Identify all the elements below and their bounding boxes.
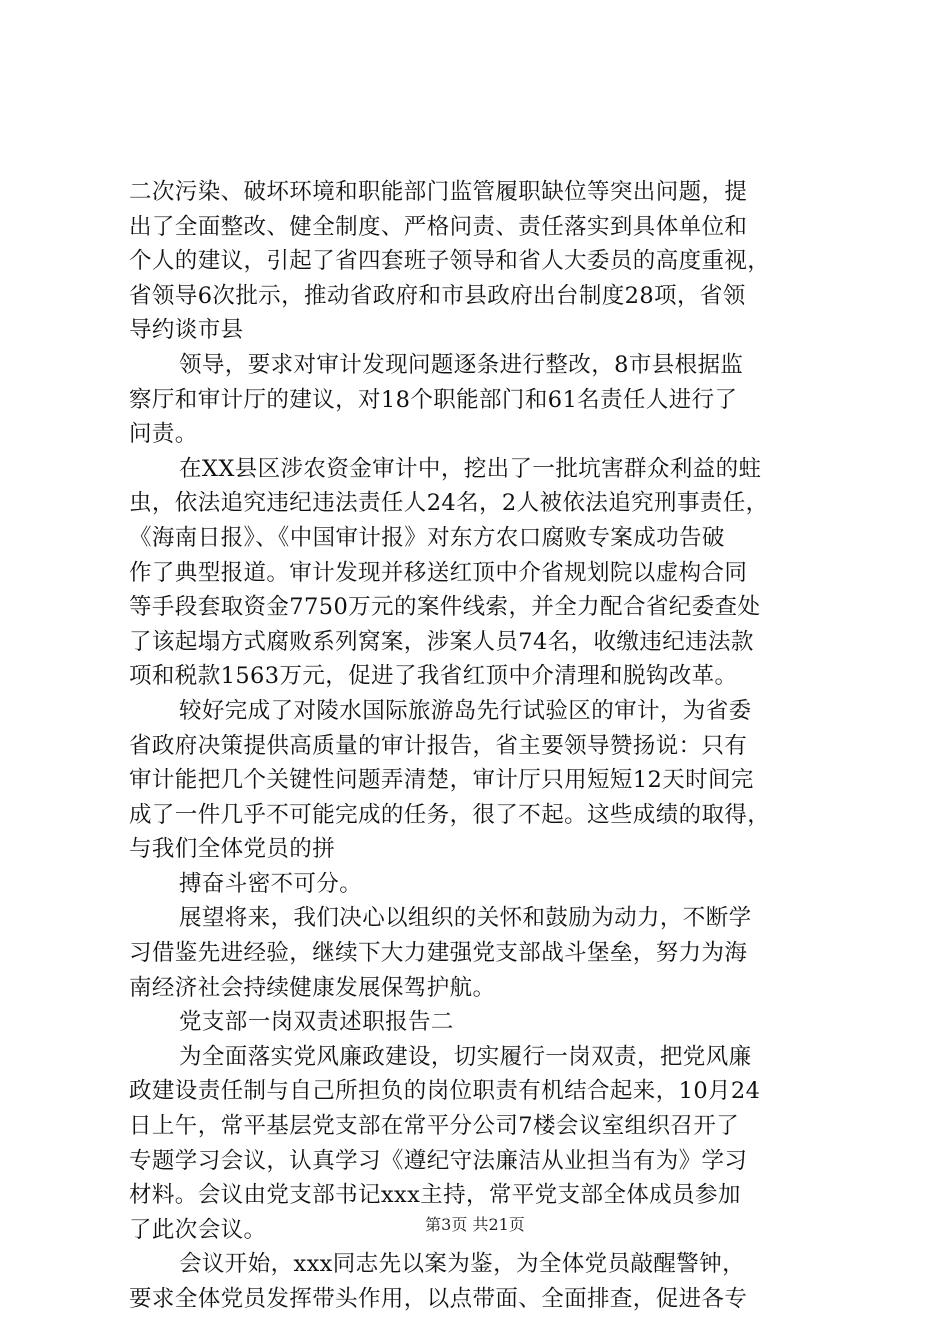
text-line: 察厅和审计厅的建议，对18个职能部门和61名责任人进行了 bbox=[129, 386, 738, 413]
text-line: 政建设责任制与自己所担负的岗位职责有机结合起来，10月24 bbox=[129, 1078, 761, 1105]
text-line: 领导，要求对审计发现问题逐条进行整改，8市县根据监 bbox=[179, 351, 744, 378]
text-line: 在XX县区涉农资金审计中，挖出了一批坑害群众利益的蛀 bbox=[179, 455, 762, 482]
text-line: 作了典型报道。审计发现并移送红顶中介省规划院以虚构合同 bbox=[129, 559, 748, 586]
text-line: 审计能把几个关键性问题弄清楚，审计厅只用短短12天时间完 bbox=[129, 767, 754, 794]
text-line: 虫，依法追究违纪违法责任人24名，2人被依法追究刑事责任， bbox=[129, 490, 769, 517]
text-line: 材料。会议由党支部书记xxx主持，常平党支部全体成员参加 bbox=[129, 1182, 741, 1209]
document-body bbox=[129, 175, 829, 1317]
text-line: 省政府决策提供高质量的审计报告，省主要领导赞扬说：只有 bbox=[129, 732, 748, 759]
text-line: 南经济社会持续健康发展保驾护航。 bbox=[129, 974, 496, 1001]
text-line: 导约谈市县 bbox=[129, 317, 244, 344]
text-line: 《海南日报》、《中国审计报》对东方农口腐败专案成功告破 bbox=[129, 524, 725, 551]
text-line: 专题学习会议，认真学习《遵纪守法廉洁从业担当有为》学习 bbox=[129, 1147, 748, 1174]
text-line: 日上午，常平基层党支部在常平分公司7楼会议室组织召开了 bbox=[129, 1113, 740, 1140]
text-line: 要求全体党员发挥带头作用，以点带面、全面排查，促进各专 bbox=[129, 1286, 748, 1312]
text-line: 出了全面整改、健全制度、严格问责、责任落实到具体单位和 bbox=[129, 213, 748, 240]
text-line: 习借鉴先进经验，继续下大力建强党支部战斗堡垒，努力为海 bbox=[129, 940, 748, 967]
text-line: 与我们全体党员的拼 bbox=[129, 836, 336, 863]
text-line: 较好完成了对陵水国际旅游岛先行试验区的审计，为省委 bbox=[179, 697, 752, 724]
text-line: 展望将来，我们决心以组织的关怀和鼓励为动力，不断学 bbox=[179, 905, 752, 932]
text-line: 等手段套取资金7750万元的案件线索，并全力配合省纪委查处 bbox=[129, 594, 761, 621]
text-line: 个人的建议，引起了省四套班子领导和省人大委员的高度重视， bbox=[129, 248, 771, 275]
text-line: 党支部一岗双责述职报告二 bbox=[179, 1009, 454, 1036]
text-line: 项和税款1563万元，促进了我省红顶中介清理和脱钩改革。 bbox=[129, 663, 738, 690]
text-line: 搏奋斗密不可分。 bbox=[179, 870, 363, 897]
text-line: 为全面落实党风廉政建设，切实履行一岗双责，把党风廉 bbox=[179, 1043, 752, 1070]
text-line: 省领导6次批示，推动省政府和市县政府出台制度28项，省领 bbox=[129, 282, 746, 309]
text-line: 了此次会议。 bbox=[129, 1216, 267, 1243]
text-line: 会议开始，xxx同志先以案为鉴，为全体党员敲醒警钟， bbox=[179, 1251, 745, 1278]
text-line: 二次污染、破坏环境和职能部门监管履职缺位等突出问题，提 bbox=[129, 179, 748, 205]
text-line: 问责。 bbox=[129, 421, 198, 448]
text-line: 了该起塌方式腐败系列窝案，涉案人员74名，收缴违纪违法款 bbox=[129, 628, 754, 655]
text-line: 成了一件几乎不可能完成的任务，很了不起。这些成绩的取得， bbox=[129, 801, 771, 828]
page-footer: 第3页 共21页 bbox=[425, 1215, 525, 1234]
